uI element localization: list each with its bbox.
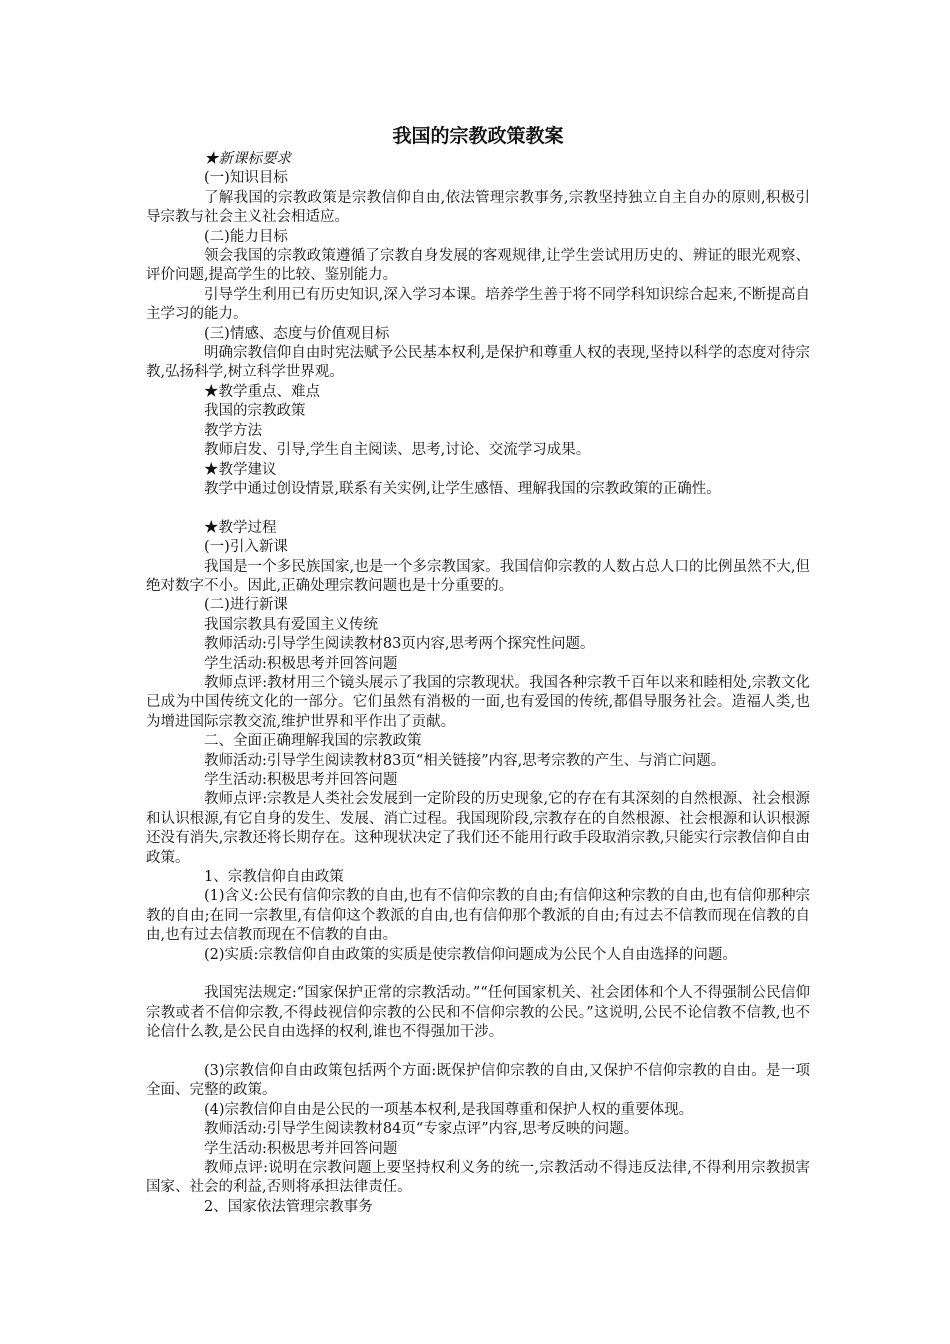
paragraph: 教师点评:教材用三个镜头展示了我国的宗教现状。我国各种宗教千百年以来和睦相处,宗教文化已成为中国传统文化的一部分。它们虽然有消极的一面,也有爱国的传统,都倡导服务社会。造福人类,也为增进国际宗教交流,维护世界和平作出了贡献。 [146, 674, 810, 730]
paragraph: 教师启发、引导,学生自主阅读、思考,讨论、交流学习成果。 [204, 442, 591, 459]
paragraph: 我国宪法规定:“国家保护正常的宗教活动。”“任何国家机关、社会团体和个人不得强制公民信仰宗教或者不信仰宗教,不得歧视信仰宗教的公民和不信仰宗教的公民。”这说明,公民不论信教不信教,也不论信什么教,是公民自由选择的权利,谁也不得强加干涉。 [146, 985, 810, 1041]
paragraph: 教师点评:说明在宗教问题上要坚持权利义务的统一,宗教活动不得违反法律,不得利用宗教损害国家、社会的利益,否则将承担法律责任。 [146, 1160, 810, 1196]
paragraph: 了解我国的宗教政策是宗教信仰自由,依法管理宗教事务,宗教坚持独立自主自办的原则,积极引导宗教与社会主义社会相适应。 [146, 189, 810, 226]
paragraph: (2)实质:宗教信仰自由政策的实质是使宗教信仰问题成为公民个人自由选择的问题。 [204, 946, 737, 963]
paragraph: (二)能力目标 [204, 228, 288, 245]
paragraph: 学生活动:积极思考并回答问题 [204, 1140, 398, 1157]
paragraph: 我国宗教具有爱国主义传统 [204, 616, 378, 633]
paragraph: ★新课标要求 [204, 151, 291, 167]
paragraph: 领会我国的宗教政策遵循了宗教自身发展的客观规律,让学生尝试用历史的、辨证的眼光观察、评价问题,提高学生的比较、鉴别能力。 [146, 248, 810, 284]
paragraph: 教师活动:引导学生阅读教材83页内容,思考两个探究性问题。 [204, 636, 595, 653]
paragraph: (一)知识目标 [204, 170, 288, 187]
paragraph: ★教学过程 [204, 519, 277, 536]
paragraph: 学生活动:积极思考并回答问题 [204, 655, 398, 672]
paragraph: (3)宗教信仰自由政策包括两个方面:既保护信仰宗教的自由,又保护不信仰宗教的自由。是一项全面、完整的政策。 [146, 1063, 810, 1099]
paragraph: 教师点评:宗教是人类社会发展到一定阶段的历史现象,它的存在有其深刻的自然根源、社会根源和认识根源,有它自身的发生、发展、消亡过程。我国现阶段,宗教存在的自然根源、社会根源和认识根源还没有消失,宗教还将长期存在。这种现状决定了我们还不能用行政手段取消宗教,只能实行宗教信仰自由政策。 [146, 791, 810, 866]
paragraph: (三)情感、态度与价值观目标 [204, 325, 390, 342]
paragraph: 2、国家依法管理宗教事务 [204, 1198, 373, 1215]
paragraph: (1)含义:公民有信仰宗教的自由,也有不信仰宗教的自由;有信仰这种宗教的自由,也有信仰那种宗教的自由;在同一宗教里,有信仰这个教派的自由,也有信仰那个教派的自由;有过去不信教而现在信教的自由,也有过去信教而现在不信教的自由。 [146, 888, 810, 944]
paragraph: 教学方法 [204, 422, 262, 439]
paragraph: 教师活动:引导学生阅读教材83页“相关链接”内容,思考宗教的产生、与消亡问题。 [204, 752, 726, 769]
paragraph: 学生活动:积极思考并回答问题 [204, 771, 398, 788]
paragraph: 教学中通过创设情景,联系有关实例,让学生感悟、理解我国的宗教政策的正确性。 [204, 480, 721, 497]
paragraph: ★教学建议 [204, 461, 277, 478]
blank-line [146, 499, 810, 518]
blank-line [146, 1043, 810, 1062]
paragraph: 二、全面正确理解我国的宗教政策 [204, 733, 422, 750]
paragraph: 明确宗教信仰自由时宪法赋予公民基本权利,是保护和尊重人权的表现,坚持以科学的态度对待宗教,弘扬科学,树立科学世界观。 [146, 345, 810, 381]
paragraph: (4)宗教信仰自由是公民的一项基本权利,是我国尊重和保护人权的重要体现。 [204, 1101, 694, 1118]
paragraph: (二)进行新课 [204, 597, 288, 614]
paragraph: 1、宗教信仰自由政策 [204, 869, 344, 886]
page-title: 我国的宗教政策教案 [392, 125, 564, 147]
blank-line [146, 965, 810, 984]
paragraph: 我国是一个多民族国家,也是一个多宗教国家。我国信仰宗教的人数占总人口的比例虽然不大,但绝对数字不小。因此,正确处理宗教问题也是十分重要的。 [146, 558, 810, 594]
paragraph: ★教学重点、难点 [204, 383, 320, 400]
paragraph: 引导学生利用已有历史知识,深入学习本课。培养学生善于将不同学科知识综合起来,不断提高自主学习的能力。 [146, 286, 810, 323]
paragraph: (一)引入新课 [204, 539, 288, 556]
document-body [146, 150, 810, 1217]
paragraph: 教师活动:引导学生阅读教材84页“专家点评”内容,思考反映的问题。 [204, 1121, 639, 1138]
paragraph: 我国的宗教政策 [204, 403, 306, 420]
